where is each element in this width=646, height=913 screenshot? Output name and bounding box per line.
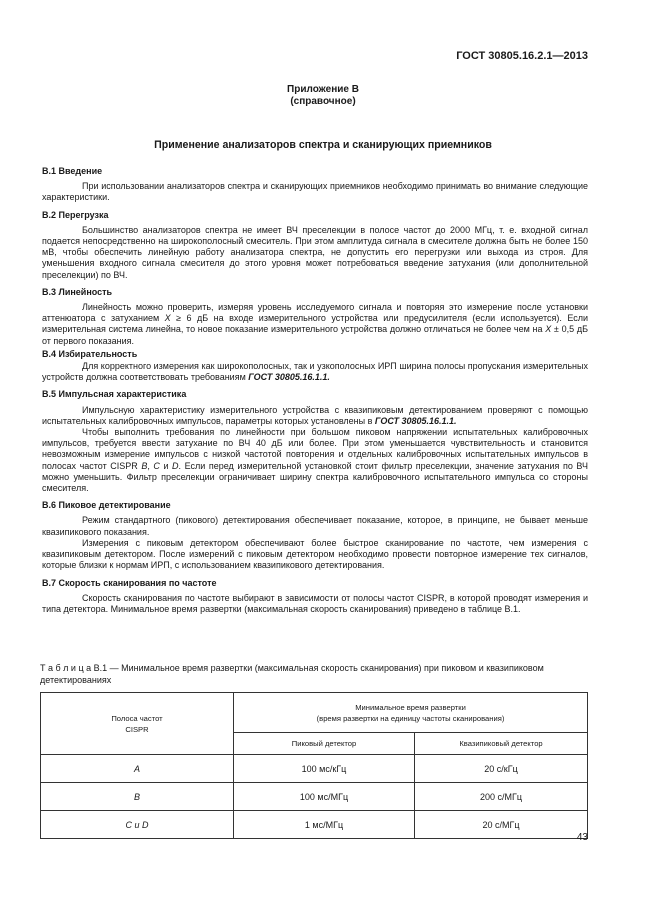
variable-x: X <box>545 324 552 335</box>
header-group-line2: (время развертки на единицу частоты сканирования) <box>316 713 505 723</box>
standard-code: ГОСТ 30805.16.2.1—2013 <box>456 50 588 62</box>
appendix-label: Приложение В <box>287 84 359 95</box>
section-heading: В.2 Перегрузка <box>42 209 109 220</box>
text-run: Для корректного измерения как широкополосных, так и узкополосных ИРП ширина полосы пропускания измерительных устройств должна соответствовать требованиям <box>42 361 588 383</box>
paragraph <box>42 361 588 383</box>
appendix-type: (справочное) <box>290 96 356 107</box>
header-min-sweep <box>234 693 588 733</box>
table-caption <box>40 663 588 686</box>
cell-band: B <box>41 783 234 811</box>
text-run: ± 0,5 дБ от первого показания. <box>42 324 588 346</box>
appendix-title: Применение анализаторов спектра и сканирующих приемников <box>154 139 492 151</box>
band-d: D <box>172 460 179 471</box>
header-quasi-peak: Квазипиковый детектор <box>415 733 588 755</box>
header-peak: Пиковый детектор <box>234 733 415 755</box>
text-run: ≥ 6 дБ на входе измерительного устройства или предусилителя (если используется). Если измерительная система линейна, то новое показание измерительного устройства должно отличаться не более чем на <box>42 313 588 335</box>
header-band <box>41 693 234 755</box>
header-group-line1: Минимальное время развертки <box>355 702 466 712</box>
paragraph: Большинство анализаторов спектра не имеет ВЧ преселекции в полосе частот до 2000 МГц, т. е. входной сигнал подается непосредственно на широкополосный смеситель. При этом амплитуда сигнала в смесителе должна быть не более 150 мВ, чтобы обеспечить линейную работу анализатора спектра, не допустить его перегрузки или выхода из строя. Для уменьшения входного сигнала смесителя до этого уровня может потребоваться введение затухания (или дополнительной преселекции) по ВЧ. <box>42 224 588 280</box>
paragraph <box>42 427 588 494</box>
table-row <box>41 783 588 811</box>
band-b: B <box>141 460 148 471</box>
section-heading: В.5 Импульсная характеристика <box>42 389 187 400</box>
section-heading: В.1 Введение <box>42 166 103 176</box>
cell-peak: 1 мс/МГц <box>234 811 415 839</box>
page-number: 43 <box>576 832 588 843</box>
section-b3 <box>42 287 588 347</box>
table-title: Минимальное время развертки (максимальная скорость сканирования) при пиковом и квазипиковом детектированиях <box>40 663 544 685</box>
section-b5 <box>42 389 588 494</box>
cell-band: A <box>41 755 234 783</box>
paragraph: Режим стандартного (пикового) детектирования обеспечивает показание, которое, в принципе, не бывает меньше квазипикового показания. <box>42 515 588 537</box>
header-band-line1: Полоса частот <box>111 713 163 723</box>
appendix-body <box>42 160 588 615</box>
paragraph: При использовании анализаторов спектра и сканирующих приемников необходимо принимать во внимание следующие характеристики. <box>42 181 588 203</box>
appendix-heading <box>0 84 646 108</box>
standard-reference: ГОСТ 30805.16.1.1. <box>374 415 457 426</box>
section-b1 <box>42 166 588 204</box>
section-heading: В.3 Линейность <box>42 286 113 297</box>
variable-x: X <box>164 313 171 324</box>
table-row <box>41 755 588 783</box>
paragraph <box>42 405 588 427</box>
table-row <box>41 811 588 839</box>
section-b4 <box>42 349 588 384</box>
text-run: Чтобы выполнить требования по линейности при большом пиковом напряжении испытательных калибровочных импульсов, требуется ввести затухание по ВЧ 40 дБ или более. При этом уменьшается чувствительность и становится невозможным измерение импульсов с низкой частотой повторения и отдельных калибровочных испытательных импульсов в полосах частот CISPR <box>42 427 588 471</box>
section-heading: В.7 Скорость сканирования по частоте <box>42 577 217 588</box>
text-run: и <box>159 460 173 471</box>
text-run: . Если перед измерительной установкой стоит фильтр преселекции, значение затухания по ВЧ можно уменьшить. Фильтр преселекции ограничивает ширину спектра калибровочного испытательного импульса со стороны смесителя. <box>42 460 588 494</box>
sweep-time-table <box>40 692 588 839</box>
cell-quasi-peak: 20 с/кГц <box>415 755 588 783</box>
paragraph: Измерения с пиковым детектором обеспечивают более быстрое сканирование по частоте, чем измерения с квазипиковым детектором. После измерений с пиковым детектором необходимо провести повторное измерение тех сигналов, которые близки к нормам ИРП, с использованием квазипикового детектирования. <box>42 537 588 571</box>
cell-peak: 100 мс/МГц <box>234 783 415 811</box>
paragraph <box>42 302 588 347</box>
section-b2 <box>42 210 588 281</box>
section-heading: В.4 Избирательность <box>42 348 138 359</box>
cell-quasi-peak: 20 с/МГц <box>415 811 588 839</box>
header-band-line2: CISPR <box>125 724 149 734</box>
table-label: Т а б л и ц а В.1 — <box>40 663 119 673</box>
table-header-row <box>41 693 588 733</box>
standard-reference: ГОСТ 30805.16.1.1. <box>248 372 330 383</box>
section-b6 <box>42 500 588 571</box>
section-b7 <box>42 578 588 616</box>
text-run: Импульсную характеристику измерительного устройства с квазипиковым детектированием проверяют с помощью испытательных калибровочных импульсов, параметры которых установлены в <box>42 404 588 426</box>
band-c: C <box>153 460 160 471</box>
section-heading: В.6 Пиковое детектирование <box>42 500 171 511</box>
paragraph: Скорость сканирования по частоте выбирают в зависимости от полосы частот CISPR, в которой проводят измерения и типа детектора. Минимальное время развертки (максимальная скорость сканирования) приведено в таблице В.1. <box>42 592 588 614</box>
cell-quasi-peak: 200 с/МГц <box>415 783 588 811</box>
text-run: Линейность можно проверить, измеряя уровень исследуемого сигнала и повторяя это измерение после установки аттенюатора с затуханием <box>42 302 588 324</box>
text-run: , <box>147 460 154 471</box>
cell-band: C и D <box>41 811 234 839</box>
cell-peak: 100 мс/кГц <box>234 755 415 783</box>
